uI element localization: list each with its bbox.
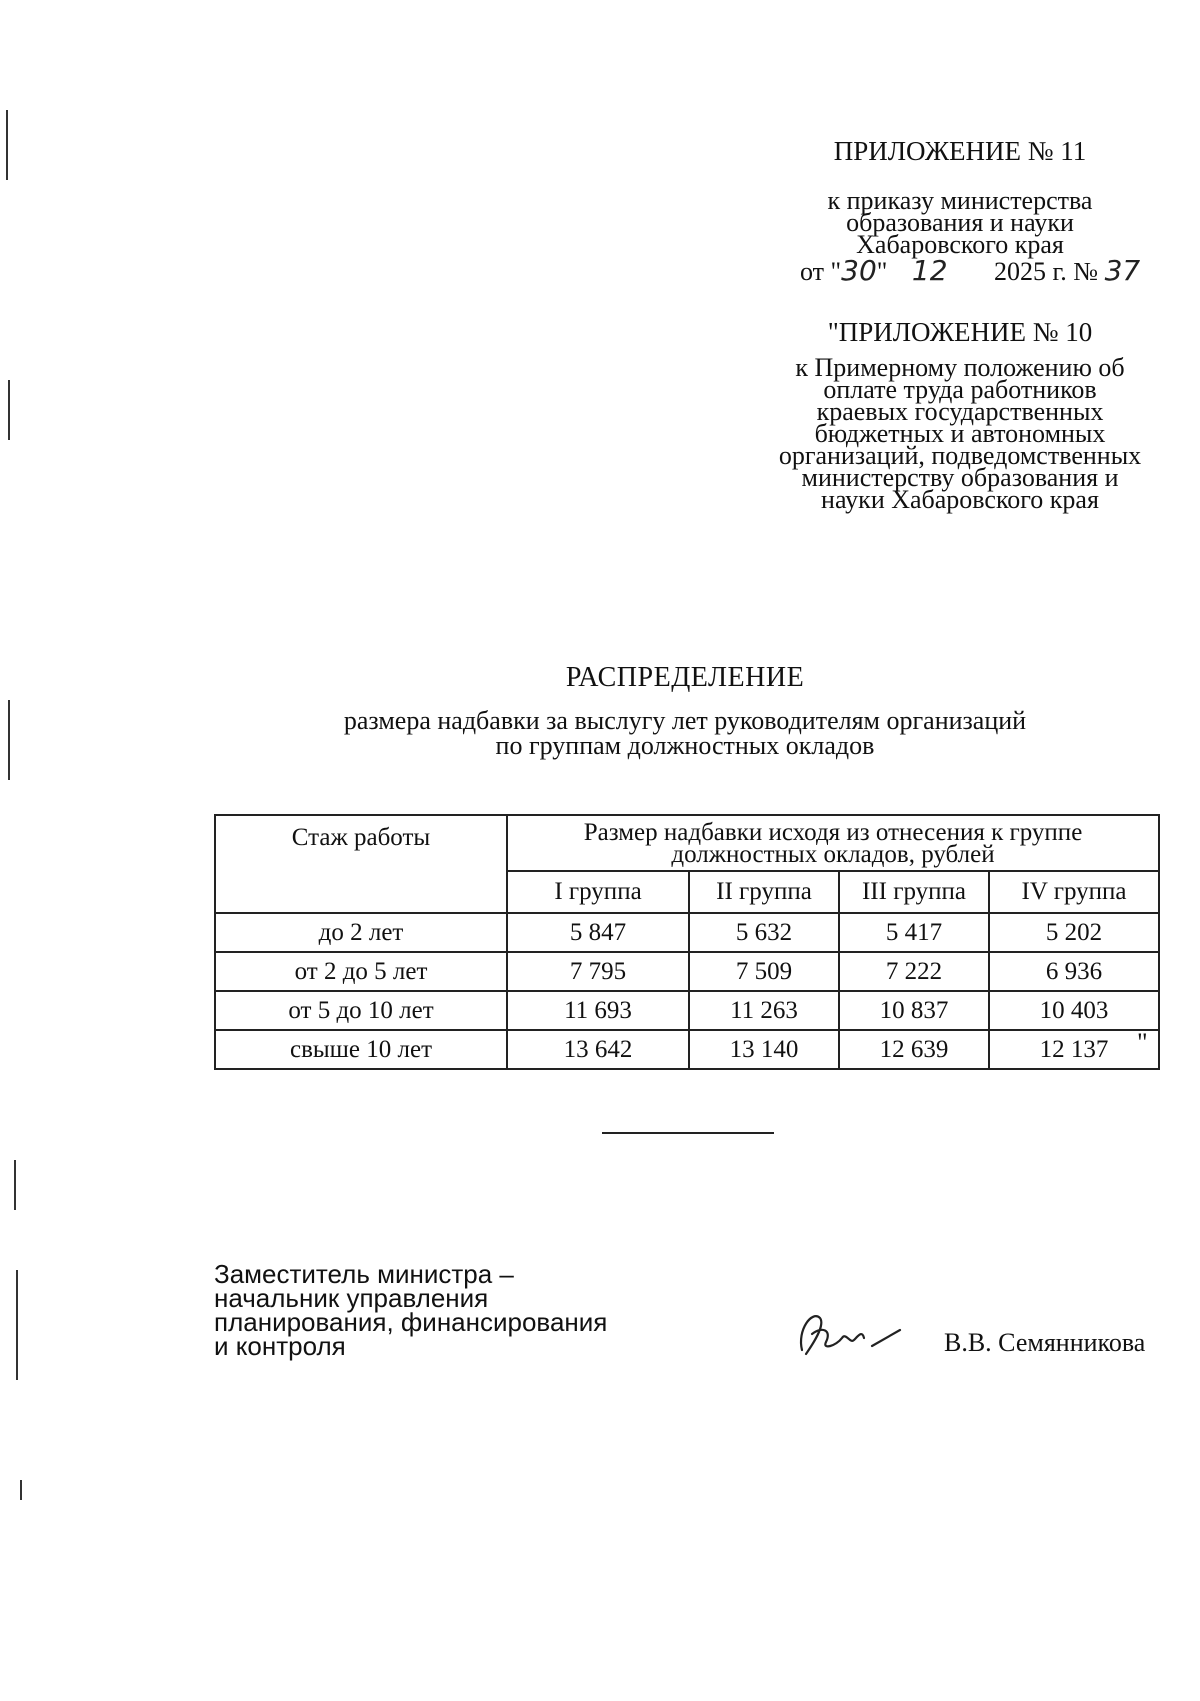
position-line: планирования, финансирования [214, 1307, 608, 1337]
cell-value: 7 509 [689, 952, 839, 991]
cell-stazh: от 5 до 10 лет [215, 991, 507, 1030]
signatory-position [214, 1259, 608, 1361]
position-line: Заместитель министра – [214, 1259, 514, 1289]
cell-value: 12 639 [839, 1030, 989, 1069]
position-line: начальник управления [214, 1283, 489, 1313]
date-year: 2025 г. № [994, 257, 1099, 286]
sub-line: министерству образования и [801, 463, 1119, 492]
handwritten-signature [792, 1300, 912, 1370]
order-line: к приказу министерства [827, 186, 1093, 215]
scan-edge-mark [20, 1480, 22, 1500]
header-stazh: Стаж работы [215, 815, 507, 913]
header-allowance-size [507, 815, 1159, 871]
order-line: Хабаровского края [856, 230, 1064, 259]
cell-value: 13 140 [689, 1030, 839, 1069]
sub-line: организаций, подведомственных [778, 441, 1142, 470]
heading-line: размера надбавки за выслугу лет руководителям организаций [343, 706, 1027, 735]
allowance-table [214, 814, 1160, 1070]
cell-value: 5 417 [839, 913, 989, 952]
order-date-line [760, 254, 1160, 287]
sub-line: оплате труда работников [823, 375, 1097, 404]
cell-stazh: свыше 10 лет [215, 1030, 507, 1069]
table-row [215, 1030, 1159, 1069]
table-row [215, 991, 1159, 1030]
scan-edge-mark [14, 1160, 16, 1210]
document-heading [210, 662, 1160, 760]
cell-value: 13 642 [507, 1030, 689, 1069]
order-line: образования и науки [846, 208, 1074, 237]
header-group-4: IV группа [989, 871, 1159, 913]
sub-line: к Примерному положению об [795, 353, 1125, 382]
date-mid: " [876, 257, 888, 286]
header-size-line: должностных окладов, рублей [671, 841, 995, 868]
cell-value: 12 137 [989, 1030, 1159, 1069]
heading-title: РАСПРЕДЕЛЕНИЕ [565, 662, 805, 693]
scan-edge-mark [8, 700, 10, 780]
cell-value: 7 795 [507, 952, 689, 991]
cell-value: 7 222 [839, 952, 989, 991]
scan-edge-mark [16, 1270, 18, 1380]
cell-value: 11 263 [689, 991, 839, 1030]
cell-value: 11 693 [507, 991, 689, 1030]
header-group-1: I группа [507, 871, 689, 913]
cell-stazh: до 2 лет [215, 913, 507, 952]
sub-appendix-title: "ПРИЛОЖЕНИЕ № 10 [827, 317, 1093, 347]
heading-line: по группам должностных окладов [495, 731, 875, 760]
cell-value: 5 632 [689, 913, 839, 952]
order-number-handwritten: 37 [1104, 254, 1141, 287]
header-group-3: III группа [839, 871, 989, 913]
cell-value: 10 403 [989, 991, 1159, 1030]
appendix-title: ПРИЛОЖЕНИЕ № 11 [833, 136, 1087, 166]
date-prefix: от " [800, 257, 842, 286]
annex-header [760, 136, 1160, 514]
table-row [215, 913, 1159, 952]
date-month-handwritten: 12 [911, 254, 948, 287]
position-line: и контроля [214, 1331, 346, 1361]
allowance-table-wrap [214, 814, 1160, 1070]
cell-value: 10 837 [839, 991, 989, 1030]
cell-value: 5 202 [989, 913, 1159, 952]
sub-line: науки Хабаровского края [821, 485, 1099, 514]
header-group-2: II группа [689, 871, 839, 913]
table-row [215, 952, 1159, 991]
separator-line [602, 1132, 774, 1134]
scan-edge-mark [6, 110, 8, 180]
sub-line: бюджетных и автономных [814, 419, 1106, 448]
header-size-line: Размер надбавки исходя из отнесения к группе [583, 819, 1083, 846]
cell-stazh: от 2 до 5 лет [215, 952, 507, 991]
cell-value: 5 847 [507, 913, 689, 952]
date-day-handwritten: 30 [841, 254, 877, 287]
cell-value: 6 936 [989, 952, 1159, 991]
signatory-name: В.В. Семянникова [944, 1328, 1146, 1357]
closing-quote: " [1137, 1028, 1148, 1057]
sub-line: краевых государственных [816, 397, 1104, 426]
scan-edge-mark [8, 380, 10, 440]
